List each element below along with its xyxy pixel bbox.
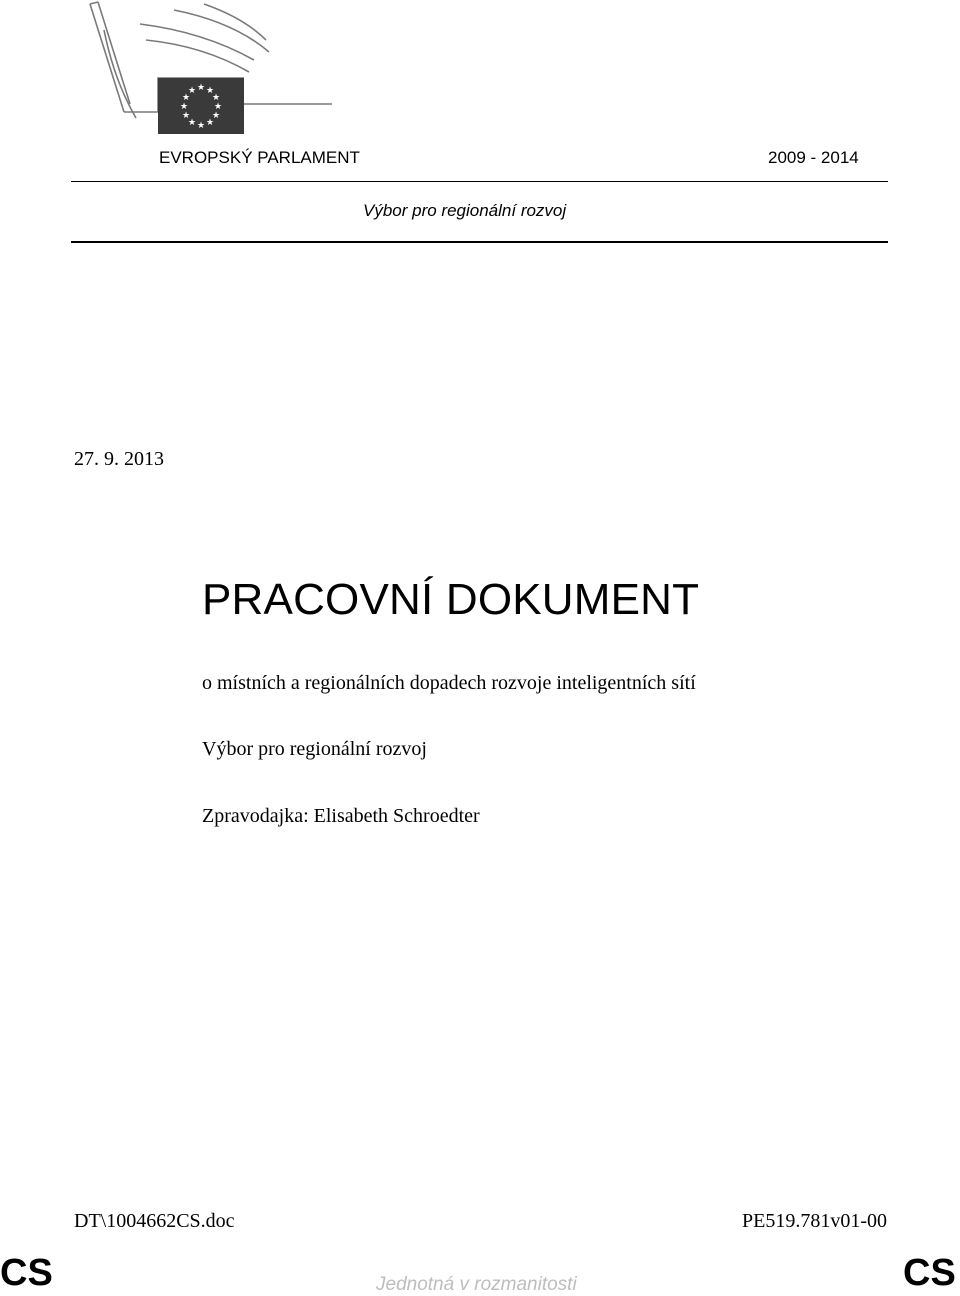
svg-text:★: ★ <box>181 111 191 121</box>
document-committee: Výbor pro regionální rozvoj <box>202 738 427 760</box>
rapporteur: Zpravodajka: Elisabeth Schroedter <box>202 805 480 827</box>
document-subject: o místních a regionálních dopadech rozvoje inteligentních sítí <box>202 672 696 694</box>
header-divider <box>71 181 888 182</box>
institution-name: EVROPSKÝ PARLAMENT <box>159 148 360 167</box>
svg-text:★: ★ <box>181 93 191 103</box>
header-divider-bottom <box>71 241 888 243</box>
language-code-left: CS <box>0 1252 53 1294</box>
file-reference: DT\1004662CS.doc <box>74 1210 235 1232</box>
european-parliament-logo <box>84 0 334 140</box>
svg-text:★: ★ <box>187 86 197 96</box>
language-code-right: CS <box>903 1252 956 1294</box>
committee-header: Výbor pro regionální rozvoj <box>363 201 567 220</box>
svg-text:★: ★ <box>205 86 215 96</box>
svg-text:★: ★ <box>196 83 206 93</box>
svg-text:★: ★ <box>205 118 215 128</box>
svg-text:★: ★ <box>211 93 221 103</box>
motto: Jednotná v rozmanitosti <box>376 1274 577 1295</box>
svg-text:★: ★ <box>179 102 189 112</box>
pe-reference: PE519.781v01-00 <box>742 1210 887 1232</box>
svg-text:★: ★ <box>187 118 197 128</box>
svg-text:★: ★ <box>213 102 223 112</box>
legislative-term: 2009 - 2014 <box>768 148 859 167</box>
svg-text:★: ★ <box>211 111 221 121</box>
document-date: 27. 9. 2013 <box>74 448 164 470</box>
document-title: PRACOVNÍ DOKUMENT <box>202 575 700 624</box>
svg-text:★: ★ <box>196 121 206 131</box>
